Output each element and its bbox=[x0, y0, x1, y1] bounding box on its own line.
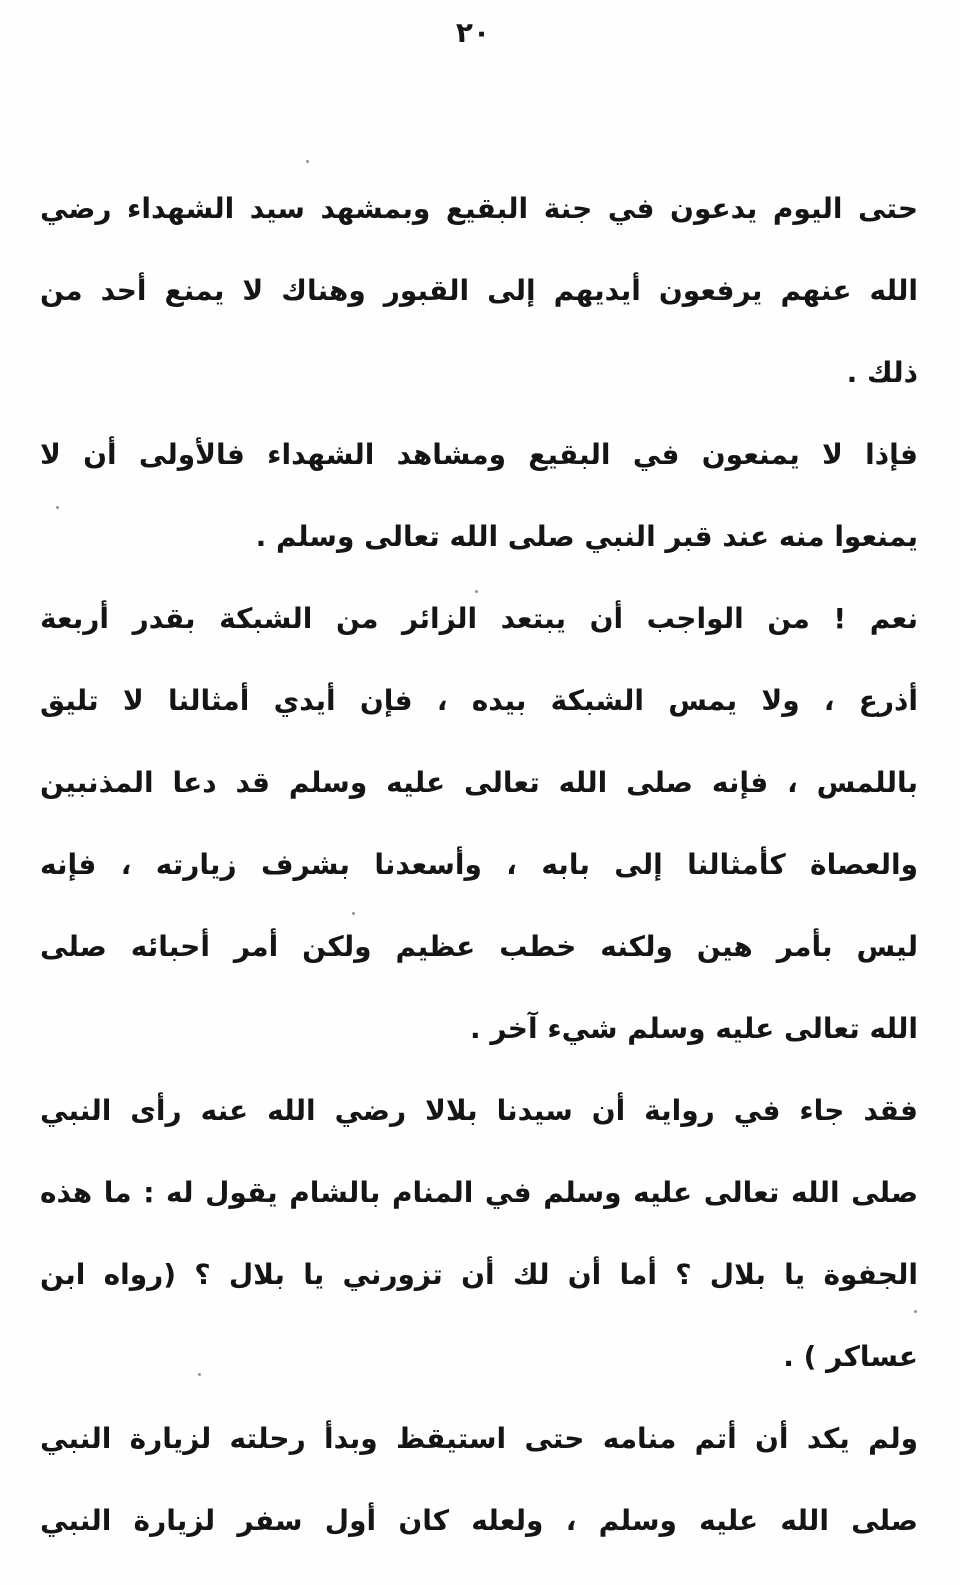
text-line: حتى اليوم يدعون في جنة البقيع وبمشهد سيد الشهداء رضي bbox=[40, 192, 918, 225]
scan-speck bbox=[198, 1373, 201, 1376]
text-line: صلى الله تعالى عليه وسلم في المنام بالشام يقول له : ما هذه bbox=[40, 1176, 918, 1209]
text-line: يمنعوا منه عند قبر النبي صلى الله تعالى وسلم . bbox=[255, 520, 918, 553]
text-line: ولم يكد أن أتم منامه حتى استيقظ وبدأ رحلته لزيارة النبي bbox=[40, 1422, 918, 1455]
scan-speck bbox=[475, 590, 478, 593]
page-number: ٢٠ bbox=[455, 16, 491, 49]
scan-speck bbox=[352, 912, 355, 915]
text-line: فإذا لا يمنعون في البقيع ومشاهد الشهداء فالأولى أن لا bbox=[40, 438, 918, 471]
text-line: ذلك . bbox=[846, 356, 918, 389]
scan-speck bbox=[914, 1310, 917, 1313]
text-line: والعصاة كأمثالنا إلى بابه ، وأسعدنا بشرف زيارته ، فإنه bbox=[40, 848, 918, 881]
text-line: ليس بأمر هين ولكنه خطب عظيم ولكن أمر أحبائه صلى bbox=[40, 930, 918, 963]
text-line: عساكر ) . bbox=[783, 1340, 918, 1373]
text-line: نعم ! من الواجب أن يبتعد الزائر من الشبكة بقدر أربعة bbox=[40, 602, 918, 635]
text-line: الجفوة يا بلال ؟ أما أن لك أن تزورني يا بلال ؟ (رواه ابن bbox=[40, 1258, 918, 1291]
scan-speck bbox=[56, 506, 59, 509]
text-line: أذرع ، ولا يمس الشبكة بيده ، فإن أيدي أمثالنا لا تليق bbox=[40, 684, 918, 717]
text-block bbox=[40, 168, 918, 1562]
text-line: الله عنهم يرفعون أيديهم إلى القبور وهناك لا يمنع أحد من bbox=[40, 274, 918, 307]
text-line: صلى الله عليه وسلم ، ولعله كان أول سفر لزيارة النبي bbox=[40, 1504, 918, 1537]
scan-speck bbox=[306, 160, 309, 163]
text-line: باللمس ، فإنه صلى الله تعالى عليه وسلم قد دعا المذنبين bbox=[40, 766, 918, 799]
text-line: الله تعالى عليه وسلم شيء آخر . bbox=[470, 1012, 918, 1045]
text-line: فقد جاء في رواية أن سيدنا بلالا رضي الله عنه رأى النبي bbox=[40, 1094, 918, 1127]
